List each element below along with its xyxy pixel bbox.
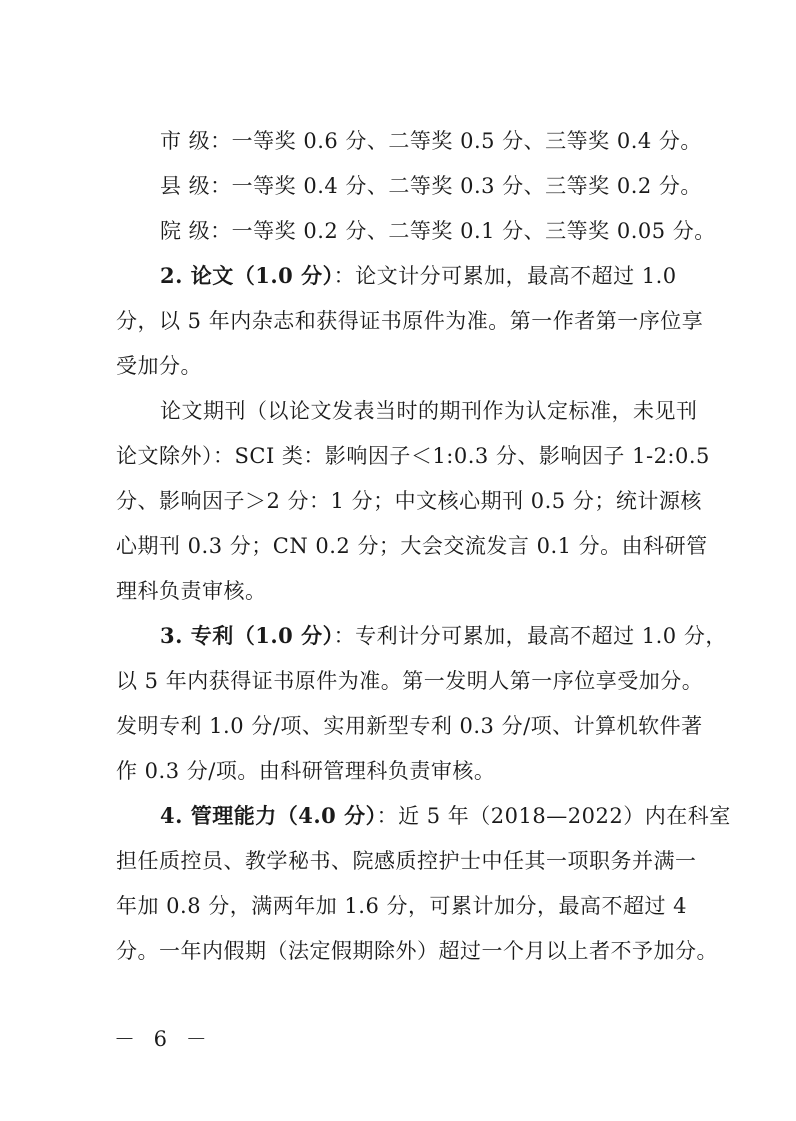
section-2-heading: 2. 论文（1.0 分） [160,263,334,288]
journal-paragraph-line: 心期刊 0.3 分；CN 0.2 分；大会交流发言 0.1 分。由科研管 [116,534,708,558]
section-2-line: 受加分。 [116,354,202,378]
journal-paragraph-line: 论文期刊（以论文发表当时的期刊作为认定标准，未见刊 [160,399,698,423]
section-4-line: 担任质控员、教学秘书、院感质控护士中任其一项职务并满一 [116,849,697,873]
award-city-line: 市 级：一等奖 0.6 分、二等奖 0.5 分、三等奖 0.4 分。 [160,129,702,153]
award-county-line: 县 级：一等奖 0.4 分、二等奖 0.3 分、三等奖 0.2 分。 [160,174,702,198]
section-3-heading: 3. 专利（1.0 分） [160,623,334,648]
section-2-text: ：论文计分可累加，最高不超过 1.0 [333,264,677,288]
section-4-heading: 4. 管理能力（4.0 分） [160,803,377,828]
section-3-first-line [160,622,727,650]
award-hospital-line: 院 级：一等奖 0.2 分、二等奖 0.1 分、三等奖 0.05 分。 [160,219,716,243]
section-4-line: 分。一年内假期（法定假期除外）超过一个月以上者不予加分。 [116,939,718,963]
journal-paragraph-line: 理科负责审核。 [116,579,267,603]
section-4-first-line [160,802,731,830]
section-3-line: 发明专利 1.0 分/项、实用新型专利 0.3 分/项、计算机软件著 [116,714,703,738]
section-2-first-line [160,262,696,290]
journal-paragraph-line: 分、影响因子＞2 分：1 分；中文核心期刊 0.5 分；统计源核 [116,489,702,513]
section-3-line: 以 5 年内获得证书原件为准。第一发明人第一序位享受加分。 [116,669,704,693]
section-2-line: 分，以 5 年内杂志和获得证书原件为准。第一作者第一序位享 [116,309,704,333]
section-3-text: ：专利计分可累加，最高不超过 1.0 分， [333,624,727,648]
journal-paragraph-line: 论文除外）：SCI 类：影响因子＜1:0.3 分、影响因子 1-2:0.5 [116,444,710,468]
section-4-text: ：近 5 年（2018—2022）内在科室 [376,804,731,828]
page-number: － 6 － [114,1027,213,1051]
section-3-line: 作 0.3 分/项。由科研管理科负责审核。 [116,759,496,783]
section-4-line: 年加 0.8 分，满两年加 1.6 分，可累计加分，最高不超过 4 [116,894,688,918]
